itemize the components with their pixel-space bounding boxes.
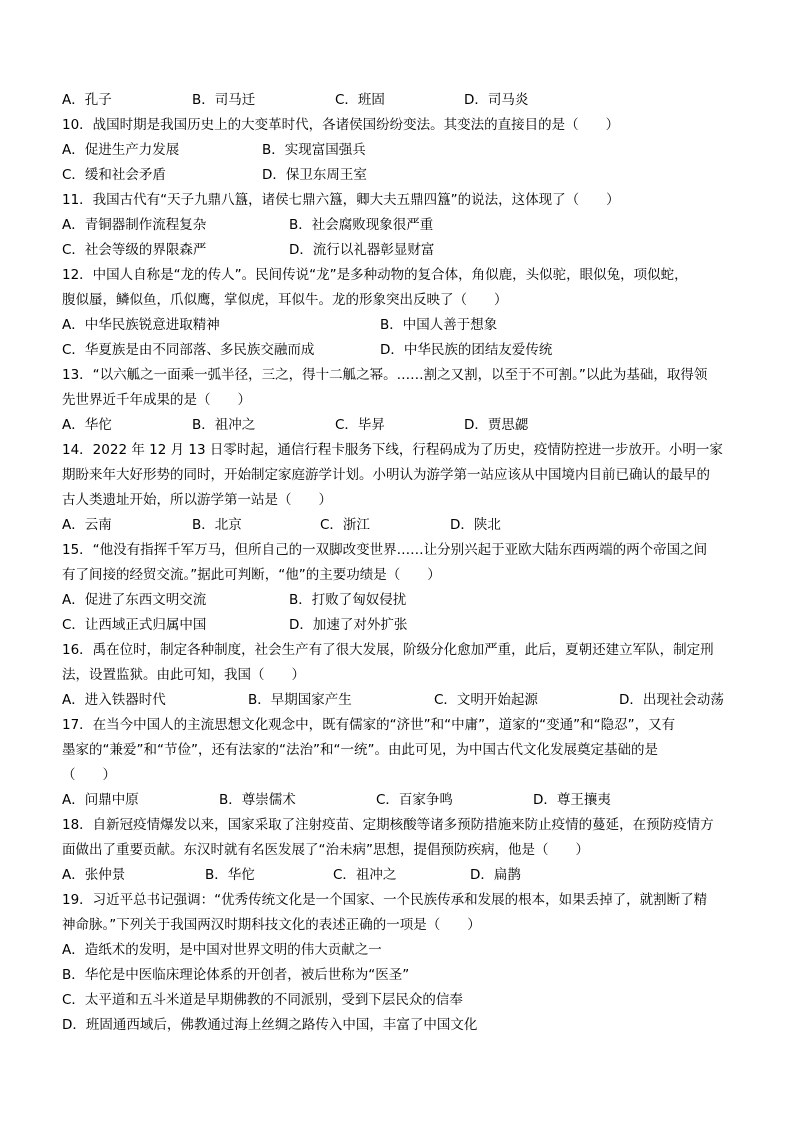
q19-stem-line-1: 19．习近平总书记强调：“优秀传统文化是一个国家、一个民族传承和发展的根本，如果丢掉了，就割断了精 (62, 892, 708, 908)
q12-options-row2 (62, 338, 742, 363)
q18-option-d[interactable]: D．扁鹊 (470, 867, 521, 883)
q18-stem-line-1: 18．自新冠疫情爆发以来，国家采取了注射疫苗、定期核酸等诸多预防措施来防止疫情的蔓延，在预防疫情方 (62, 817, 714, 833)
q15-option-a[interactable]: A．促进了东西文明交流 (62, 592, 207, 608)
exam-page (62, 88, 742, 1038)
q17-option-b[interactable]: B．尊崇儒术 (219, 792, 296, 808)
q16-stem-line-1: 16．禹在位时，制定各种制度，社会生产有了很大发展，阶级分化愈加严重，此后，夏朝还建立军队，制定刑 (62, 642, 714, 658)
q9-option-b[interactable]: B．司马迁 (192, 92, 256, 108)
q11-option-d[interactable]: D．流行以礼器彰显财富 (289, 242, 435, 258)
q15-stem-line-2: 有了间接的经贸交流。”据此可判断，“他”的主要功绩是（ ） (62, 567, 441, 583)
q10-option-c[interactable]: C．缓和社会矛盾 (62, 167, 166, 183)
q19-stem-line-2: 神命脉。”下列关于我国两汉时期科技文化的表述正确的一项是（ ） (62, 917, 481, 933)
q17-option-a[interactable]: A．问鼎中原 (62, 792, 139, 808)
q17-stem-line-3: （ ） (62, 767, 116, 783)
q16-option-d[interactable]: D．出现社会动荡 (619, 692, 724, 708)
q15-option-c[interactable]: C．让西域正式归属中国 (62, 617, 207, 633)
q12-options-row1 (62, 313, 742, 338)
q9-option-d[interactable]: D．司马炎 (464, 92, 529, 108)
q16-option-a[interactable]: A．进入铁器时代 (62, 692, 166, 708)
q13-option-a[interactable]: A．华佗 (62, 417, 112, 433)
q14-stem-line-1: 14．2022 年 12 月 13 日零时起，通信行程卡服务下线，行程码成为了历史，疫情防控进一步放开。小明一家 (62, 442, 723, 458)
q18-options (62, 863, 742, 888)
q12-stem-line-1: 12．中国人自称是“龙的传人”。民间传说“龙”是多种动物的复合体，角似鹿，头似驼，眼似兔，项似蛇， (62, 267, 688, 283)
q13-option-c[interactable]: C．毕昇 (335, 417, 385, 433)
q17-option-d[interactable]: D．尊王攘夷 (533, 792, 611, 808)
q19-option-a[interactable]: A．造纸术的发明，是中国对世界文明的伟大贡献之一 (62, 942, 382, 958)
q11-option-a[interactable]: A．青铜器制作流程复杂 (62, 217, 207, 233)
q15-options-row1 (62, 588, 742, 613)
q14-option-a[interactable]: A．云南 (62, 517, 112, 533)
q10-option-a[interactable]: A．促进生产力发展 (62, 142, 180, 158)
q17-stem-line-1: 17．在当今中国人的主流思想文化观念中，既有儒家的“济世”和“中庸”，道家的“变通”和“隐忍”，又有 (62, 717, 676, 733)
q15-options-row2 (62, 613, 742, 638)
q9-options (62, 88, 742, 113)
q19-option-b[interactable]: B．华佗是中医临床理论体系的开创者，被后世称为“医圣” (62, 967, 410, 983)
q10-options-row1 (62, 138, 742, 163)
q17-option-c[interactable]: C．百家争鸣 (376, 792, 453, 808)
q14-stem-line-3: 古人类遗址开始，所以游学第一站是（ ） (62, 492, 332, 508)
q10-options-row2 (62, 163, 742, 188)
q13-options (62, 413, 742, 438)
q11-options-row2 (62, 238, 742, 263)
q17-stem-line-2: 墨家的“兼爱”和“节俭”，还有法家的“法治”和“一统”。由此可见，为中国古代文化发展奠定基础的是 (62, 742, 658, 758)
q15-option-d[interactable]: D．加速了对外扩张 (289, 617, 408, 633)
q16-option-b[interactable]: B．早期国家产生 (248, 692, 352, 708)
q13-stem-line-2: 先世界近千年成果的是（ ） (62, 392, 251, 408)
q15-stem-line-1: 15．“他没有指挥千军万马，但所自己的一双脚改变世界……让分别兴起于亚欧大陆东西两端的两个帝国之间 (62, 542, 708, 558)
q14-option-c[interactable]: C．浙江 (320, 517, 370, 533)
q19-option-d[interactable]: D．班固通西域后，佛教通过海上丝绸之路传入中国，丰富了中国文化 (62, 1017, 478, 1033)
q9-option-c[interactable]: C．班固 (335, 92, 385, 108)
q17-options (62, 788, 742, 813)
q10-option-d[interactable]: D．保卫东周王室 (262, 167, 367, 183)
q18-option-c[interactable]: C．祖冲之 (333, 867, 397, 883)
q11-stem: 11．我国古代有“天子九鼎八簋，诸侯七鼎六簋，卿大夫五鼎四簋”的说法，这体现了（ ） (62, 192, 620, 208)
q10-option-b[interactable]: B．实现富国强兵 (262, 142, 366, 158)
q18-option-a[interactable]: A．张仲景 (62, 867, 126, 883)
q12-option-c[interactable]: C．华夏族是由不同部落、多民族交融而成 (62, 342, 315, 358)
q11-option-c[interactable]: C．社会等级的界限森严 (62, 242, 207, 258)
q15-option-b[interactable]: B．打败了匈奴侵扰 (289, 592, 407, 608)
q11-option-b[interactable]: B．社会腐败现象很严重 (289, 217, 434, 233)
q13-stem-line-1: 13．“以六觚之一面乘一弧半径，三之，得十二觚之幂。……割之又割，以至于不可割。”以此为基础，取得领 (62, 367, 708, 383)
q14-option-d[interactable]: D．陕北 (450, 517, 501, 533)
q12-stem-line-2: 腹似蜃，鳞似鱼，爪似鹰，掌似虎，耳似牛。龙的形象突出反映了（ ） (62, 292, 508, 308)
q16-stem-line-2: 法，设置监狱。由此可知，我国（ ） (62, 667, 305, 683)
q18-stem-line-2: 面做出了重要贡献。东汉时就有名医发展了“治未病”思想，提倡预防疾病，他是（ ） (62, 842, 589, 858)
q13-option-d[interactable]: D．贾思勰 (464, 417, 529, 433)
q16-option-c[interactable]: C．文明开始起源 (434, 692, 538, 708)
q14-option-b[interactable]: B．北京 (192, 517, 242, 533)
q12-option-a[interactable]: A．中华民族锐意进取精神 (62, 317, 220, 333)
q12-option-b[interactable]: B．中国人善于想象 (380, 317, 498, 333)
q18-option-b[interactable]: B．华佗 (205, 867, 255, 883)
q11-options-row1 (62, 213, 742, 238)
q10-stem: 10．战国时期是我国历史上的大变革时代，各诸侯国纷纷变法。其变法的直接目的是（ ） (62, 117, 620, 133)
q13-option-b[interactable]: B．祖冲之 (192, 417, 256, 433)
q12-option-d[interactable]: D．中华民族的团结友爱传统 (380, 342, 553, 358)
q19-option-c[interactable]: C．太平道和五斗米道是早期佛教的不同派别，受到下层民众的信奉 (62, 992, 463, 1008)
q9-option-a[interactable]: A．孔子 (62, 92, 112, 108)
q14-stem-line-2: 期盼来年大好形势的同时，开始制定家庭游学计划。小明认为游学第一站应该从中国境内目前已确认的最早的 (62, 467, 710, 483)
q14-options (62, 513, 742, 538)
q16-options (62, 688, 742, 713)
